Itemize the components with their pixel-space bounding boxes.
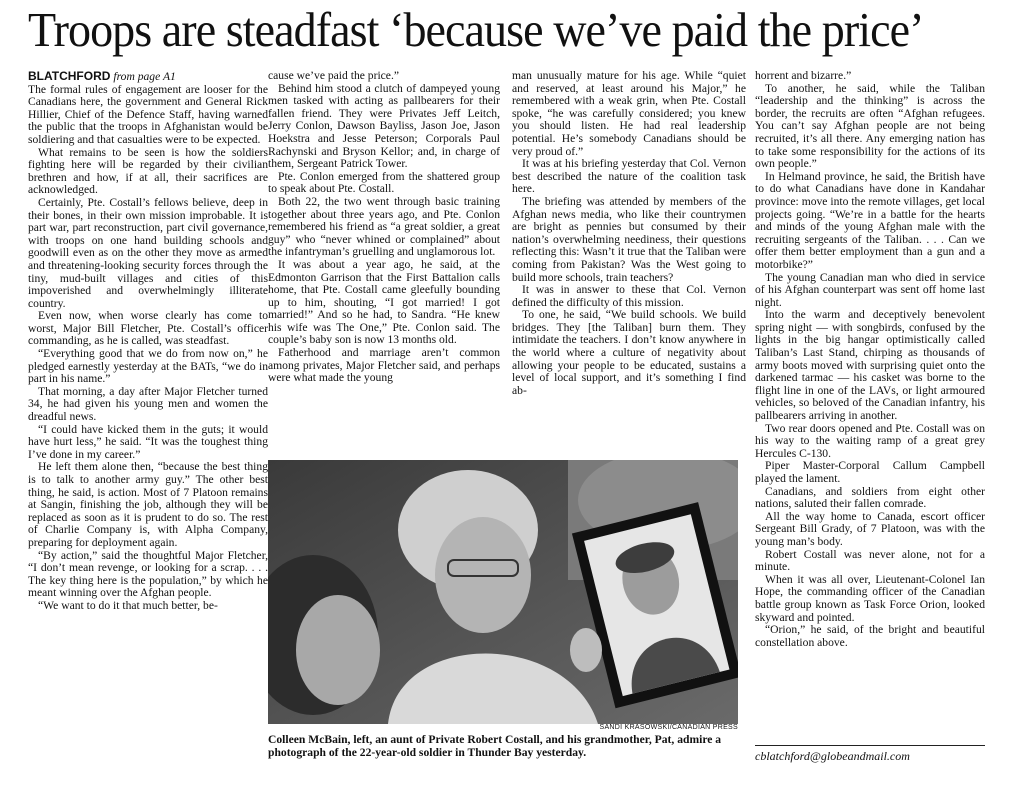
paragraph: Pte. Conlon emerged from the shattered group to speak about Pte. Costall. [268, 169, 500, 196]
headline: Troops are steadfast ‘because we’ve paid the price’ [28, 2, 924, 57]
paragraph: Both 22, the two went through basic training together about three years ago, and Pte. Conlon remembered his friend as “a great soldier, a great guy” who “never whined or complained” about the infantryman’s gruelling and unglamorous lot. [268, 194, 500, 259]
paragraph: All the way home to Canada, escort officer Sergeant Bill Grady, of 7 Platoon, was with the young man’s body. [755, 509, 985, 548]
paragraph: “By action,” said the thoughtful Major Fletcher, “I don’t mean revenge, or looking for a scrap. . . . The key thing here is the population,” by which he meant winning over the Afghan people. [28, 548, 268, 600]
byline [28, 70, 268, 84]
paragraph: Robert Costall was never alone, not for a minute. [755, 547, 985, 574]
paragraph: The young Canadian man who died in service of his Afghan counterpart was sent off home last night. [755, 270, 985, 309]
column-2 [268, 70, 500, 453]
paragraph: “Everything good that we do from now on,” he pledged earnestly yesterday at the BATs, “we do in part in his name.” [28, 347, 268, 386]
paragraph: Canadians, and soldiers from eight other nations, saluted their fallen comrade. [755, 484, 985, 511]
paragraph: What remains to be seen is how the soldiers fighting here will be regarded by their civilian brethren and how, if at all, their sacrifices are acknowledged. [28, 145, 268, 197]
paragraph: When it was all over, Lieutenant-Colonel Ian Hope, the commanding officer of the Canadian battle group known as Task Force Orion, looked skyward and pointed. [755, 572, 985, 624]
paragraph: The formal rules of engagement are looser for the Canadians here, the government and General Rick Hillier, Chief of the Defence Staff, having warned the public that the troops in Afghanistan would be soldiering and that casualties were to be expected. [28, 82, 268, 146]
paragraph: To one, he said, “We build schools. We build bridges. They [the Taliban] burn them. They intimidate the teachers. I don’t know anywhere in the world where a culture of negativity about allowing your people to be educated, sustains a level of local support, and it’s something I find ab- [512, 308, 746, 397]
column-1 [28, 70, 268, 768]
paragraph: Two rear doors opened and Pte. Costall was on his way to the waiting ramp of a great grey Hercules C-130. [755, 421, 985, 460]
paragraph: In Helmand province, he said, the British have to do what Canadians have done in Kandahar province: move into the remote villages, get local projects going. “We’re in a battle for the hearts and minds of the young Afghan male with the recruiting sergeants of the Taliban. . . . Can we offer them better employment than a gun and a motorbike?” [755, 169, 985, 271]
paragraph: He left them alone then, “because the best thing is to talk to another army guy.” The other best thing, he said, is action. Most of 7 Platoon remains at Sangin, finishing the job, although they will be replaced as soon as it is prudent to do so. The rest of Charlie Company is, with Alpha Company, preparing for deployment again. [28, 460, 268, 549]
paragraph: “I could have kicked them in the guts; it would have hurt less,” he said. “It was the toughest thing I’ve done in my career.” [28, 422, 268, 461]
paragraph: Into the warm and deceptively benevolent spring night — with songbirds, confused by the lights in the big hangar optimistically called Taliban’s Last Stand, chirping as thousands of army boots moved with surprising quiet onto the darkened tarmac — his casket was borne to the flight line in one of the LAVs, or light armoured vehicles, so beloved of the Canadian infantry, his pallbearers arriving in another. [755, 308, 985, 423]
paragraph: Piper Master-Corporal Callum Campbell played the lament. [755, 459, 985, 485]
paragraph: To another, he said, while the Taliban “leadership and the thinking” is across the border, the recruits are often “Afghan refugees. You can’t say Afghan people are not being recruited, it’s all there. Any emerging nation has to take some responsibility for the actions of its own people.” [755, 81, 985, 171]
paragraph: It was at his briefing yesterday that Col. Vernon best described the nature of the coalition task here. [512, 157, 746, 196]
paragraph: The briefing was attended by members of the Afghan news media, who like their countrymen are bright as pennies but consumed by their nation’s overwhelming neediness, their questions reflecting this: Wasn’t it true that the Taliban were coming from Pakistan? Was the West going to build more schools, train teachers? [512, 194, 746, 284]
author-email[interactable]: cblatchford@globeandmail.com [755, 745, 985, 764]
column-3 [512, 70, 746, 453]
paragraph: Certainly, Pte. Costall’s fellows believe, deep in their bones, in their own mission improbable. It is part war, part reconstruction, part civil governance, with troops on one hand building schools and goodwill even as on the other they move as armed and threatening-looking security forces through the tiny, mud-built villages and cities of this impoverished and overwhelmingly illiterate country. [28, 195, 268, 310]
paragraph: It was in answer to these that Col. Vernon defined the difficulty of this mission. [512, 283, 746, 309]
paragraph: That morning, a day after Major Fletcher turned 34, he had given his young men and women the dreadful news. [28, 384, 268, 424]
photo-illustration [268, 460, 738, 724]
paragraph: man unusually mature for his age. While “quiet and reserved, at least around his Major,” he remembered with a weak grin, when Pte. Costall spoke, “he was carefully considered; you knew you should listen. He had real leadership potential. He’s somebody Canadians should be very proud of.” [512, 70, 746, 158]
byline-author: BLATCHFORD [28, 70, 111, 83]
photo-caption: Colleen McBain, left, an aunt of Private Robert Costall, and his grandmother, Pat, admire a photograph of the 22-year-old soldier in Thunder Bay yesterday. [268, 733, 722, 759]
column-4 [755, 70, 985, 768]
paragraph: Behind him stood a clutch of dampeyed young men tasked with acting as pallbearers for their fallen friend. They were Privates Jeff Leitch, Jerry Conlon, Dawson Bayliss, Jason Joe, Jason Hoekstra and Jesse Peterson; Corporals Paul Rachynski and Bryson Kellor; and, in charge of them, Sergeant Patrick Tower. [268, 81, 500, 171]
paragraph: It was about a year ago, he said, at the Edmonton Garrison that the First Battalion calls home, that Pte. Costall came gleefully bounding up to him, shouting, “I got married! I got married!” And so he had, to Sandra. “He knew his wife was The One,” Pte. Conlon said. The couple’s baby son is now 13 months old. [268, 257, 500, 347]
paragraph: Even now, when worse clearly has come to worst, Major Bill Fletcher, Pte. Costall’s officer commanding, as he is called, was steadfast. [28, 309, 268, 348]
paragraph: horrent and bizarre.” [755, 70, 852, 82]
photo-credit: SANDI KRASOWSKI/CANADIAN PRESS [599, 724, 738, 731]
byline-from: from page A1 [113, 70, 176, 83]
paragraph: “We want to do it that much better, be- [38, 598, 218, 612]
news-photo [268, 460, 738, 724]
paragraph: cause we’ve paid the price.” [268, 70, 400, 82]
paragraph: “Orion,” he said, of the bright and beautiful constellation above. [755, 623, 985, 649]
paragraph: Fatherhood and marriage aren’t common among privates, Major Fletcher said, and perhaps were what made the young [268, 346, 500, 385]
